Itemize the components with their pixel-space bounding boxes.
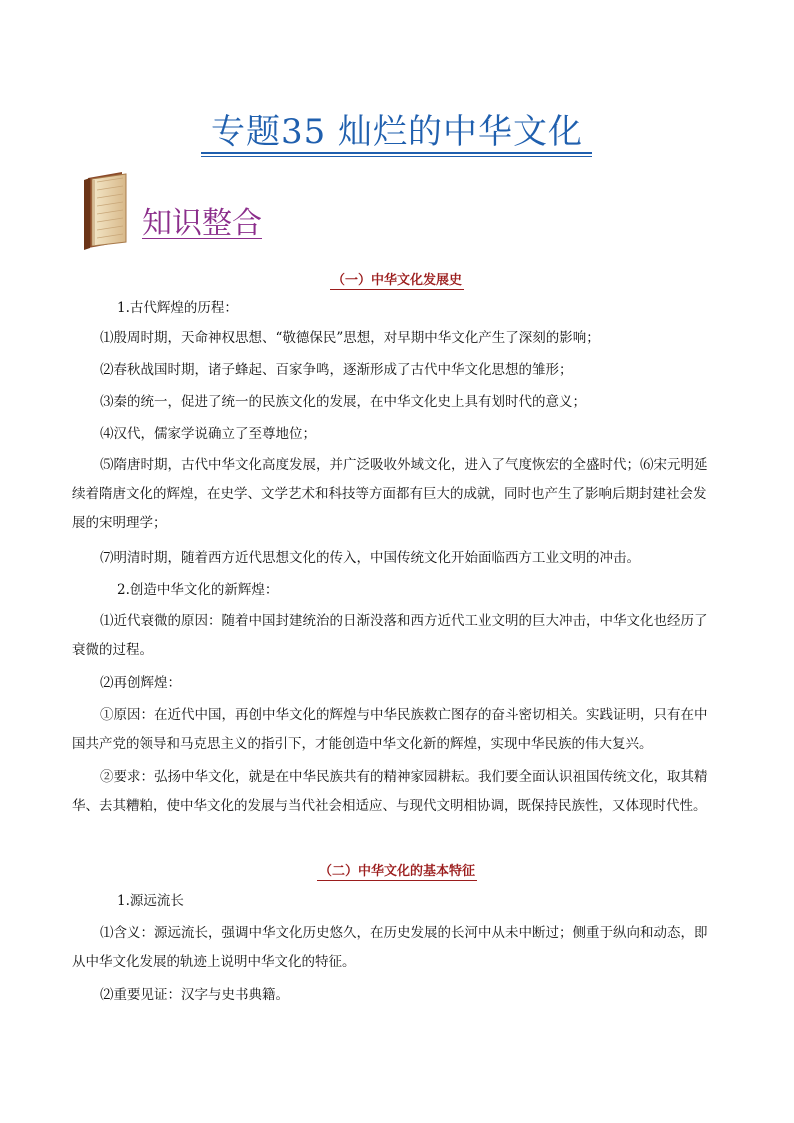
paragraph: ⑴近代衰微的原因：随着中国封建统治的日渐没落和西方近代工业文明的巨大冲击，中华文化也经历了衰微的过程。: [72, 613, 708, 658]
paragraph: 2.创造中华文化的新辉煌：: [117, 582, 279, 598]
paragraph: ⑵再创辉煌：: [100, 675, 181, 691]
page-title-text: 专题35 灿烂的中华文化: [210, 112, 584, 152]
paragraph: 1.源远流长: [117, 893, 184, 909]
paragraph: ⑷汉代，儒家学说确立了至尊地位；: [100, 426, 316, 442]
section-heading-2-text: （二）中华文化的基本特征: [318, 864, 475, 879]
banner-label: 知识整合: [142, 206, 262, 241]
section-heading-1-text: （一）中华文化发展史: [331, 273, 462, 288]
section-heading-2: [0, 860, 794, 879]
paragraph: ⑴含义：源远流长，强调中华文化历史悠久，在历史发展的长河中从未中断过；侧重于纵向和动态，即从中华文化发展的轨迹上说明中华文化的特征。: [72, 925, 708, 970]
paragraph: ⑺明清时期，随着西方近代思想文化的传入，中国传统文化开始面临西方工业文明的冲击。: [100, 550, 640, 566]
paragraph: ②要求：弘扬中华文化，就是在中华民族共有的精神家园耕耘。我们要全面认识祖国传统文化，取其精华、去其糟粕，使中华文化的发展与当代社会相适应、与现代文明相协调，既保持民族性，又体现时代性。: [72, 769, 708, 814]
paragraph: ①原因：在近代中国，再创中华文化的辉煌与中华民族救亡图存的奋斗密切相关。实践证明，只有在中国共产党的领导和马克思主义的指引下，才能创造中华文化新的辉煌，实现中华民族的伟大复兴。: [72, 707, 708, 752]
paragraph: ⑴殷周时期，天命神权思想、“敬德保民”思想，对早期中华文化产生了深刻的影响；: [100, 330, 600, 346]
section-heading-1: [0, 269, 794, 288]
paragraph: 1.古代辉煌的历程：: [117, 300, 238, 316]
page-title: [0, 104, 794, 153]
paragraph: ⑶秦的统一，促进了统一的民族文化的发展，在中华文化史上具有划时代的意义；: [100, 394, 586, 410]
paragraph: ⑸隋唐时期，古代中华文化高度发展，并广泛吸收外域文化，进入了气度恢宏的全盛时代；⑹宋元明延续着隋唐文化的辉煌，在史学、文学艺术和科技等方面都有巨大的成就，同时也产生了影响后期封建社会发展的宋明理学；: [72, 457, 708, 531]
title-underline: [201, 152, 592, 154]
paragraph: ⑵重要见证：汉字与史书典籍。: [100, 987, 289, 1003]
book-icon: [82, 170, 132, 250]
knowledge-banner: [82, 170, 302, 250]
paragraph: ⑵春秋战国时期，诸子蜂起、百家争鸣，逐渐形成了古代中华文化思想的雏形；: [100, 362, 573, 378]
title-underline-thin: [201, 156, 592, 157]
